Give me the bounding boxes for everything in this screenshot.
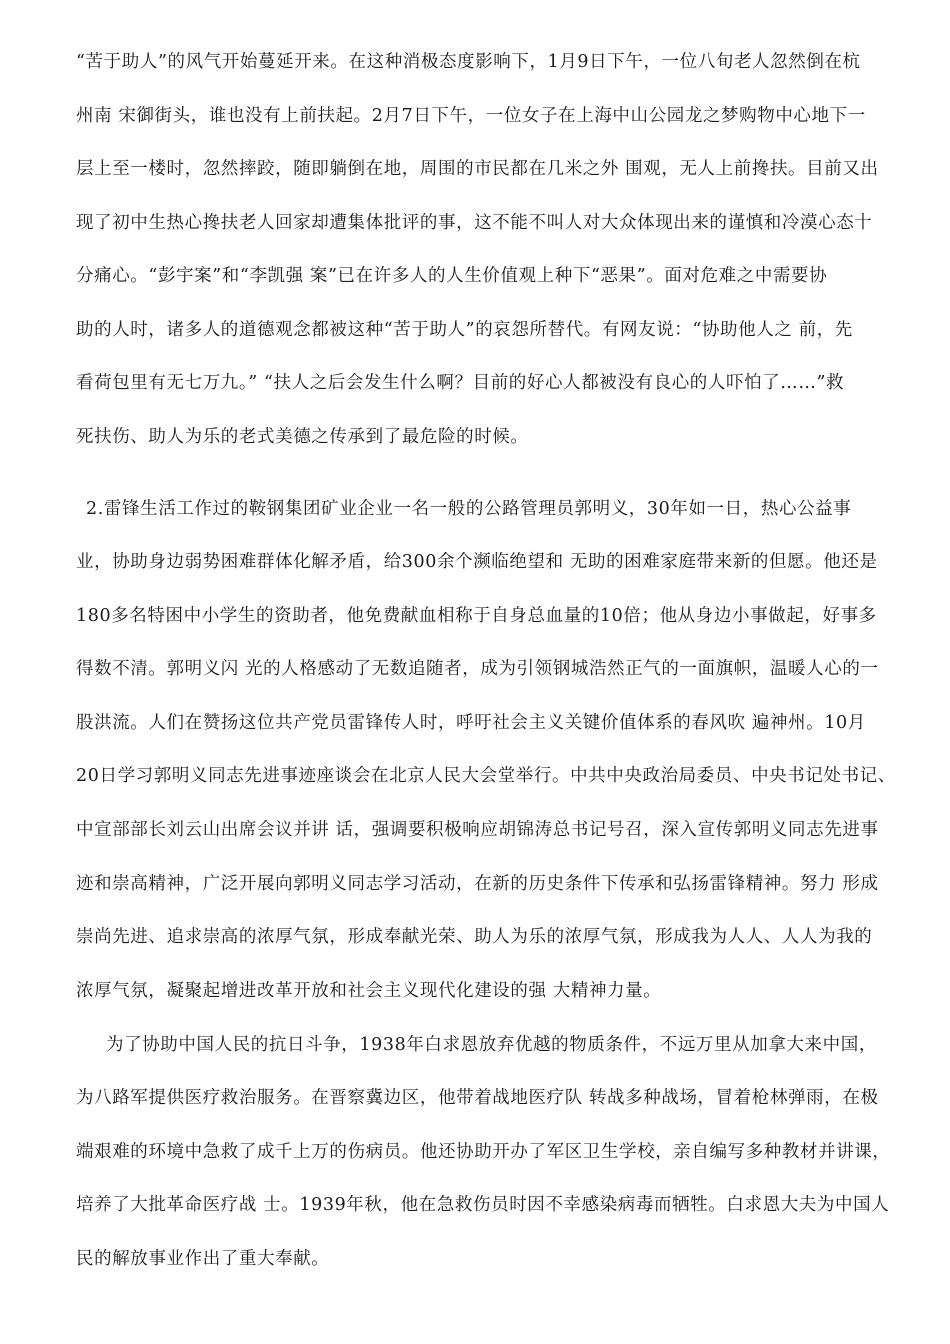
p2-line-7: 中宣部部长刘云山出席会议并讲 话，强调要积极响应胡锦涛总书记号召，深入宣传郭明义同志先进事 bbox=[76, 820, 879, 840]
p2-line-6: 20日学习郭明义同志先进事迹座谈会在北京人民大会堂举行。中共中央政治局委员、中央书记处书记、 bbox=[76, 766, 896, 786]
p1-line-6: 助的人时，诸多人的道德观念都被这种“苦于助人”的哀怨所替代。有网友说：“协助他人之 前，先 bbox=[76, 320, 853, 340]
p2-line-3: 180多名特困中小学生的资助者，他免费献血相称于自身总血量的10倍；他从身边小事做起，好事多 bbox=[76, 606, 877, 626]
p1-line-7: 看荷包里有无七万九。” “扶人之后会发生什么啊？目前的好心人都被没有良心的人吓怕了……”救 bbox=[76, 373, 845, 393]
p3-line-4: 培养了大批革命医疗战 士。1939年秋，他在急救伤员时因不幸感染病毒而牺牲。白求恩大夫为中国人 bbox=[76, 1195, 890, 1215]
p1-line-5: 分痛心。“彭宇案”和“李凯强 案”已在许多人的人生价值观上种下“恶果”。面对危难之中需要协 bbox=[76, 266, 828, 286]
p1-line-1: “苦于助人”的风气开始蔓延开来。在这种消极态度影响下，1月9日下午，一位八旬老人忽然倒在杭 bbox=[76, 52, 861, 72]
p2-line-8: 迹和崇高精神，广泛开展向郭明义同志学习活动，在新的历史条件下传承和弘扬雷锋精神。努力 形成 bbox=[76, 874, 879, 894]
p2-line-5: 股洪流。人们在赞扬这位共产党员雷锋传人时，呼吁社会主义关键价值体系的春风吹 遍神州。10月 bbox=[76, 713, 866, 733]
p2-line-9: 崇尚先进、追求崇高的浓厚气氛，形成奉献光荣、助人为乐的浓厚气氛，形成我为人人、人人为我的 bbox=[76, 927, 873, 947]
p3-line-5: 民的解放事业作出了重大奉献。 bbox=[76, 1249, 330, 1269]
p2-line-2: 业，协助身边弱势困难群体化解矛盾，给300余个濒临绝望和 无助的困难家庭带来新的但愿。他还是 bbox=[76, 552, 878, 572]
p1-line-8: 死扶伤、助人为乐的老式美德之传承到了最危险的时候。 bbox=[76, 427, 529, 447]
p2-line-10: 浓厚气氛，凝聚起增进改革开放和社会主义现代化建设的强 大精神力量。 bbox=[76, 981, 662, 1001]
p3-line-1: 为了协助中国人民的抗日斗争，1938年白求恩放弃优越的物质条件，不远万里从加拿大来中国， bbox=[106, 1035, 877, 1055]
p2-line-4: 得数不清。郭明义闪 光的人格感动了无数追随者，成为引领钢城浩然正气的一面旗帜，温暖人心的一 bbox=[76, 659, 879, 679]
p1-line-4: 现了初中生热心搀扶老人回家却遭集体批评的事，这不能不叫人对大众体现出来的谨慎和冷漠心态十 bbox=[76, 213, 873, 233]
p1-line-3: 层上至一楼时，忽然摔跤，随即躺倒在地，周围的市民都在几米之外 围观，无人上前搀扶。目前又出 bbox=[76, 159, 879, 179]
p1-line-2: 州南 宋御街头，谁也没有上前扶起。2月7日下午，一位女子在上海中山公园龙之梦购物中心地下一 bbox=[76, 106, 866, 126]
p2-line-1: 2.雷锋生活工作过的鞍钢集团矿业企业一名一般的公路管理员郭明义，30年如一日，热心公益事 bbox=[86, 499, 852, 519]
p3-line-2: 为八路军提供医疗救治服务。在晋察冀边区，他带着战地医疗队 转战多种战场，冒着枪林弹雨，在极 bbox=[76, 1088, 879, 1108]
p3-line-3: 端艰难的环境中急救了成千上万的伤病员。他还协助开办了军区卫生学校，亲自编写多种教材并讲课， bbox=[76, 1142, 891, 1162]
